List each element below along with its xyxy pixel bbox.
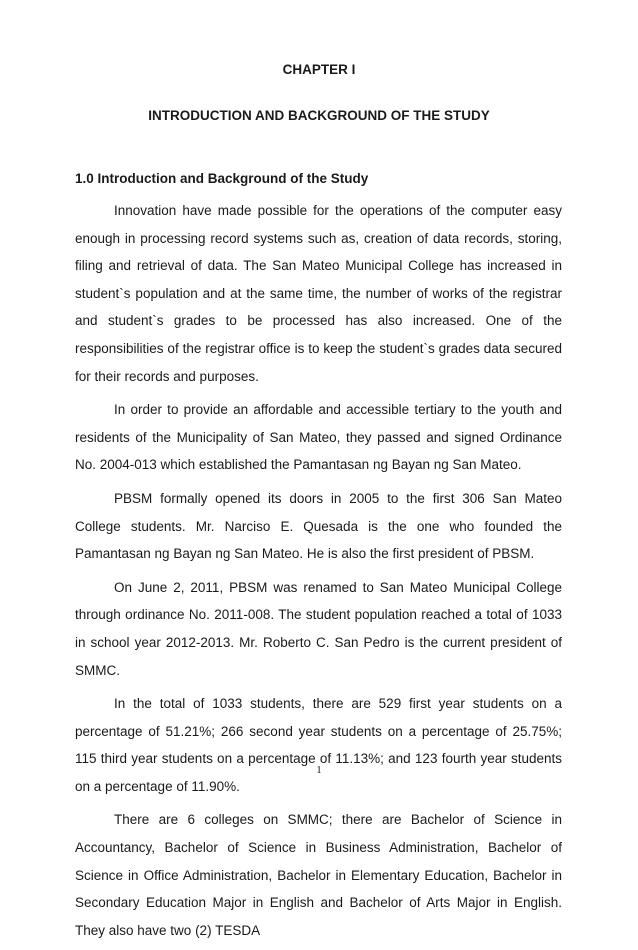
paragraph-pbsm-opening: PBSM formally opened its doors in 2005 to the first 306 San Mateo College students. Mr. Narciso E. Quesada is the one who founded the Pamantasan ng Bayan ng San Mateo. He is also the first president of PBSM.: [75, 490, 562, 562]
paragraph-colleges: There are 6 colleges on SMMC; there are Bachelor of Science in Accountancy, Bachelor of Science in Business Administration, Bachelor of Science in Office Administration, Bachelor in Elementary Education, Bachelor in Secondary Education Major in English and Bachelor of Arts Major in English. They also have two (2) TESDA: [75, 812, 562, 938]
section-heading: 1.0 Introduction and Background of the Study: [75, 171, 369, 186]
page-number: 1: [316, 764, 322, 776]
paragraph-innovation: Innovation have made possible for the operations of the computer easy enough in processing record systems such as, creation of data records, storing, filing and retrieval of data. The San Mateo Municipal College has increased in student`s population and at the same time, the number of works of the registrar and student`s grades to be processed has also increased. One of the responsibilities of the registrar office is to keep the student`s grades data secured for their records and purposes.: [75, 203, 562, 384]
paragraph-renaming: On June 2, 2011, PBSM was renamed to San Mateo Municipal College through ordinance No. 2011-008. The student population reached a total of 1033 in school year 2012-2013. Mr. Roberto C. San Pedro is the current president of SMMC.: [75, 579, 562, 678]
chapter-label: CHAPTER I: [282, 62, 356, 77]
chapter-title: INTRODUCTION AND BACKGROUND OF THE STUDY: [148, 108, 490, 123]
paragraph-student-statistics: In the total of 1033 students, there are 529 first year students on a percentage of 51.21%; 266 second year students on a percentage of 25.75%; 115 third year students on a percentage of 11.13%; and 123 fourth year students on a percentage of 11.90%.: [75, 696, 562, 794]
paragraph-ordinance: In order to provide an affordable and accessible tertiary to the youth and residents of the Municipality of San Mateo, they passed and signed Ordinance No. 2004-013 which established the Pamantasan ng Bayan ng San Mateo.: [75, 402, 562, 473]
body-text: [75, 197, 562, 950]
